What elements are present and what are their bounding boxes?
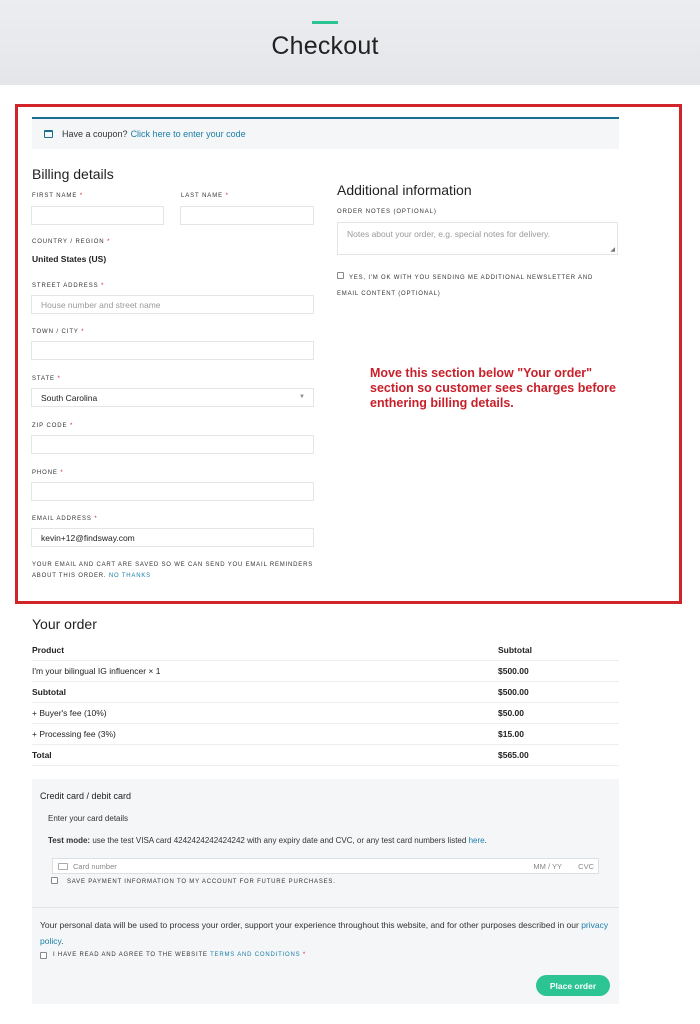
subtotal-label: Subtotal — [32, 687, 66, 697]
street-label: STREET ADDRESS * — [32, 283, 105, 289]
divider — [32, 907, 619, 908]
table-row — [32, 682, 619, 703]
email-label: EMAIL ADDRESS * — [32, 516, 98, 522]
table-row — [32, 661, 619, 682]
email-value: kevin+12@findsway.com — [41, 532, 135, 543]
coupon-link[interactable]: Click here to enter your code — [130, 129, 246, 139]
annotation-text: Move this section below "Your order" section so customer sees charges before enthering billing details. — [370, 366, 616, 410]
first-name-label: FIRST NAME * — [32, 193, 84, 199]
chevron-down-icon: ▼ — [299, 394, 305, 400]
payment-section — [32, 779, 619, 1004]
state-selected-value: South Carolina — [41, 392, 98, 403]
country-label: COUNTRY / REGION * — [32, 239, 111, 245]
buyer-fee-label: + Buyer's fee (10%) — [32, 708, 107, 718]
privacy-notice: Your personal data will be used to process your order, support your experience throughout this website, and for other purposes described in our privacy policy. — [40, 920, 609, 946]
cvc-input[interactable]: CVC — [578, 861, 594, 871]
total-value: $565.00 — [498, 750, 529, 760]
test-mode-notice: Test mode: use the test VISA card 4242424242424242 with any expiry date and CVC, or any test card numbers listed here. — [48, 836, 487, 845]
zip-label: ZIP CODE * — [32, 423, 74, 429]
processing-fee-value: $15.00 — [498, 729, 524, 739]
card-number-placeholder: Card number — [73, 861, 117, 871]
test-cards-link[interactable]: here — [468, 836, 485, 845]
additional-info-title: Additional information — [337, 182, 472, 198]
street-placeholder: House number and street name — [41, 299, 161, 310]
buyer-fee-value: $50.00 — [498, 708, 524, 718]
product-header: Product — [32, 645, 65, 655]
billing-title: Billing details — [32, 166, 114, 182]
save-payment-label: SAVE PAYMENT INFORMATION TO MY ACCOUNT FOR FUTURE PURCHASES. — [67, 879, 336, 885]
privacy-policy-link[interactable]: privacy policy — [40, 920, 609, 946]
subtotal-header: Subtotal — [498, 645, 532, 655]
annotation-box — [15, 104, 682, 604]
your-order-title: Your order — [32, 616, 97, 632]
subtotal-value: $500.00 — [498, 687, 529, 697]
card-number-input[interactable] — [52, 858, 599, 874]
town-label: TOWN / CITY * — [32, 329, 85, 335]
title-accent-bar — [312, 21, 338, 24]
table-row — [32, 745, 619, 766]
no-thanks-link[interactable]: NO THANKS — [108, 573, 151, 579]
terms-link[interactable]: TERMS AND CONDITIONS — [210, 952, 301, 958]
payment-method-title: Credit card / debit card — [40, 791, 132, 801]
coupon-text: Have a coupon? — [62, 129, 128, 139]
table-row — [32, 703, 619, 724]
order-table — [32, 640, 619, 766]
resize-grip-icon[interactable]: ◢ — [610, 247, 615, 253]
page-title: Checkout — [271, 32, 379, 60]
order-item-value: $500.00 — [498, 666, 529, 676]
country-value: United States (US) — [32, 254, 107, 264]
save-payment-checkbox[interactable] — [51, 877, 58, 884]
terms-label: I HAVE READ AND AGREE TO THE WEBSITE TERMS AND CONDITIONS * — [53, 952, 307, 958]
place-order-button[interactable]: Place order — [536, 975, 610, 996]
card-details-heading: Enter your card details — [48, 814, 129, 823]
newsletter-label: YES, I'M OK WITH YOU SENDING ME ADDITIONAL NEWSLETTER AND EMAIL CONTENT (OPTIONAL) — [337, 275, 594, 297]
phone-label: PHONE * — [32, 470, 64, 476]
order-notes-placeholder: Notes about your order, e.g. special notes for delivery. — [347, 229, 551, 239]
last-name-label: LAST NAME * — [181, 193, 229, 199]
total-label: Total — [32, 750, 52, 760]
credit-card-icon — [58, 863, 68, 870]
state-label: STATE * — [32, 376, 61, 382]
order-notes-label: ORDER NOTES (OPTIONAL) — [337, 209, 437, 215]
email-note: YOUR EMAIL AND CART ARE SAVED SO WE CAN SEND YOU EMAIL REMINDERS ABOUT THIS ORDER. NO THANKS — [32, 562, 314, 579]
order-header-row — [32, 640, 619, 661]
expiry-input[interactable]: MM / YY — [533, 861, 562, 871]
order-item-label: I'm your bilingual IG influencer × 1 — [32, 666, 161, 676]
table-row — [32, 724, 619, 745]
page-header — [0, 0, 700, 85]
processing-fee-label: + Processing fee (3%) — [32, 729, 116, 739]
terms-checkbox[interactable] — [40, 952, 47, 959]
